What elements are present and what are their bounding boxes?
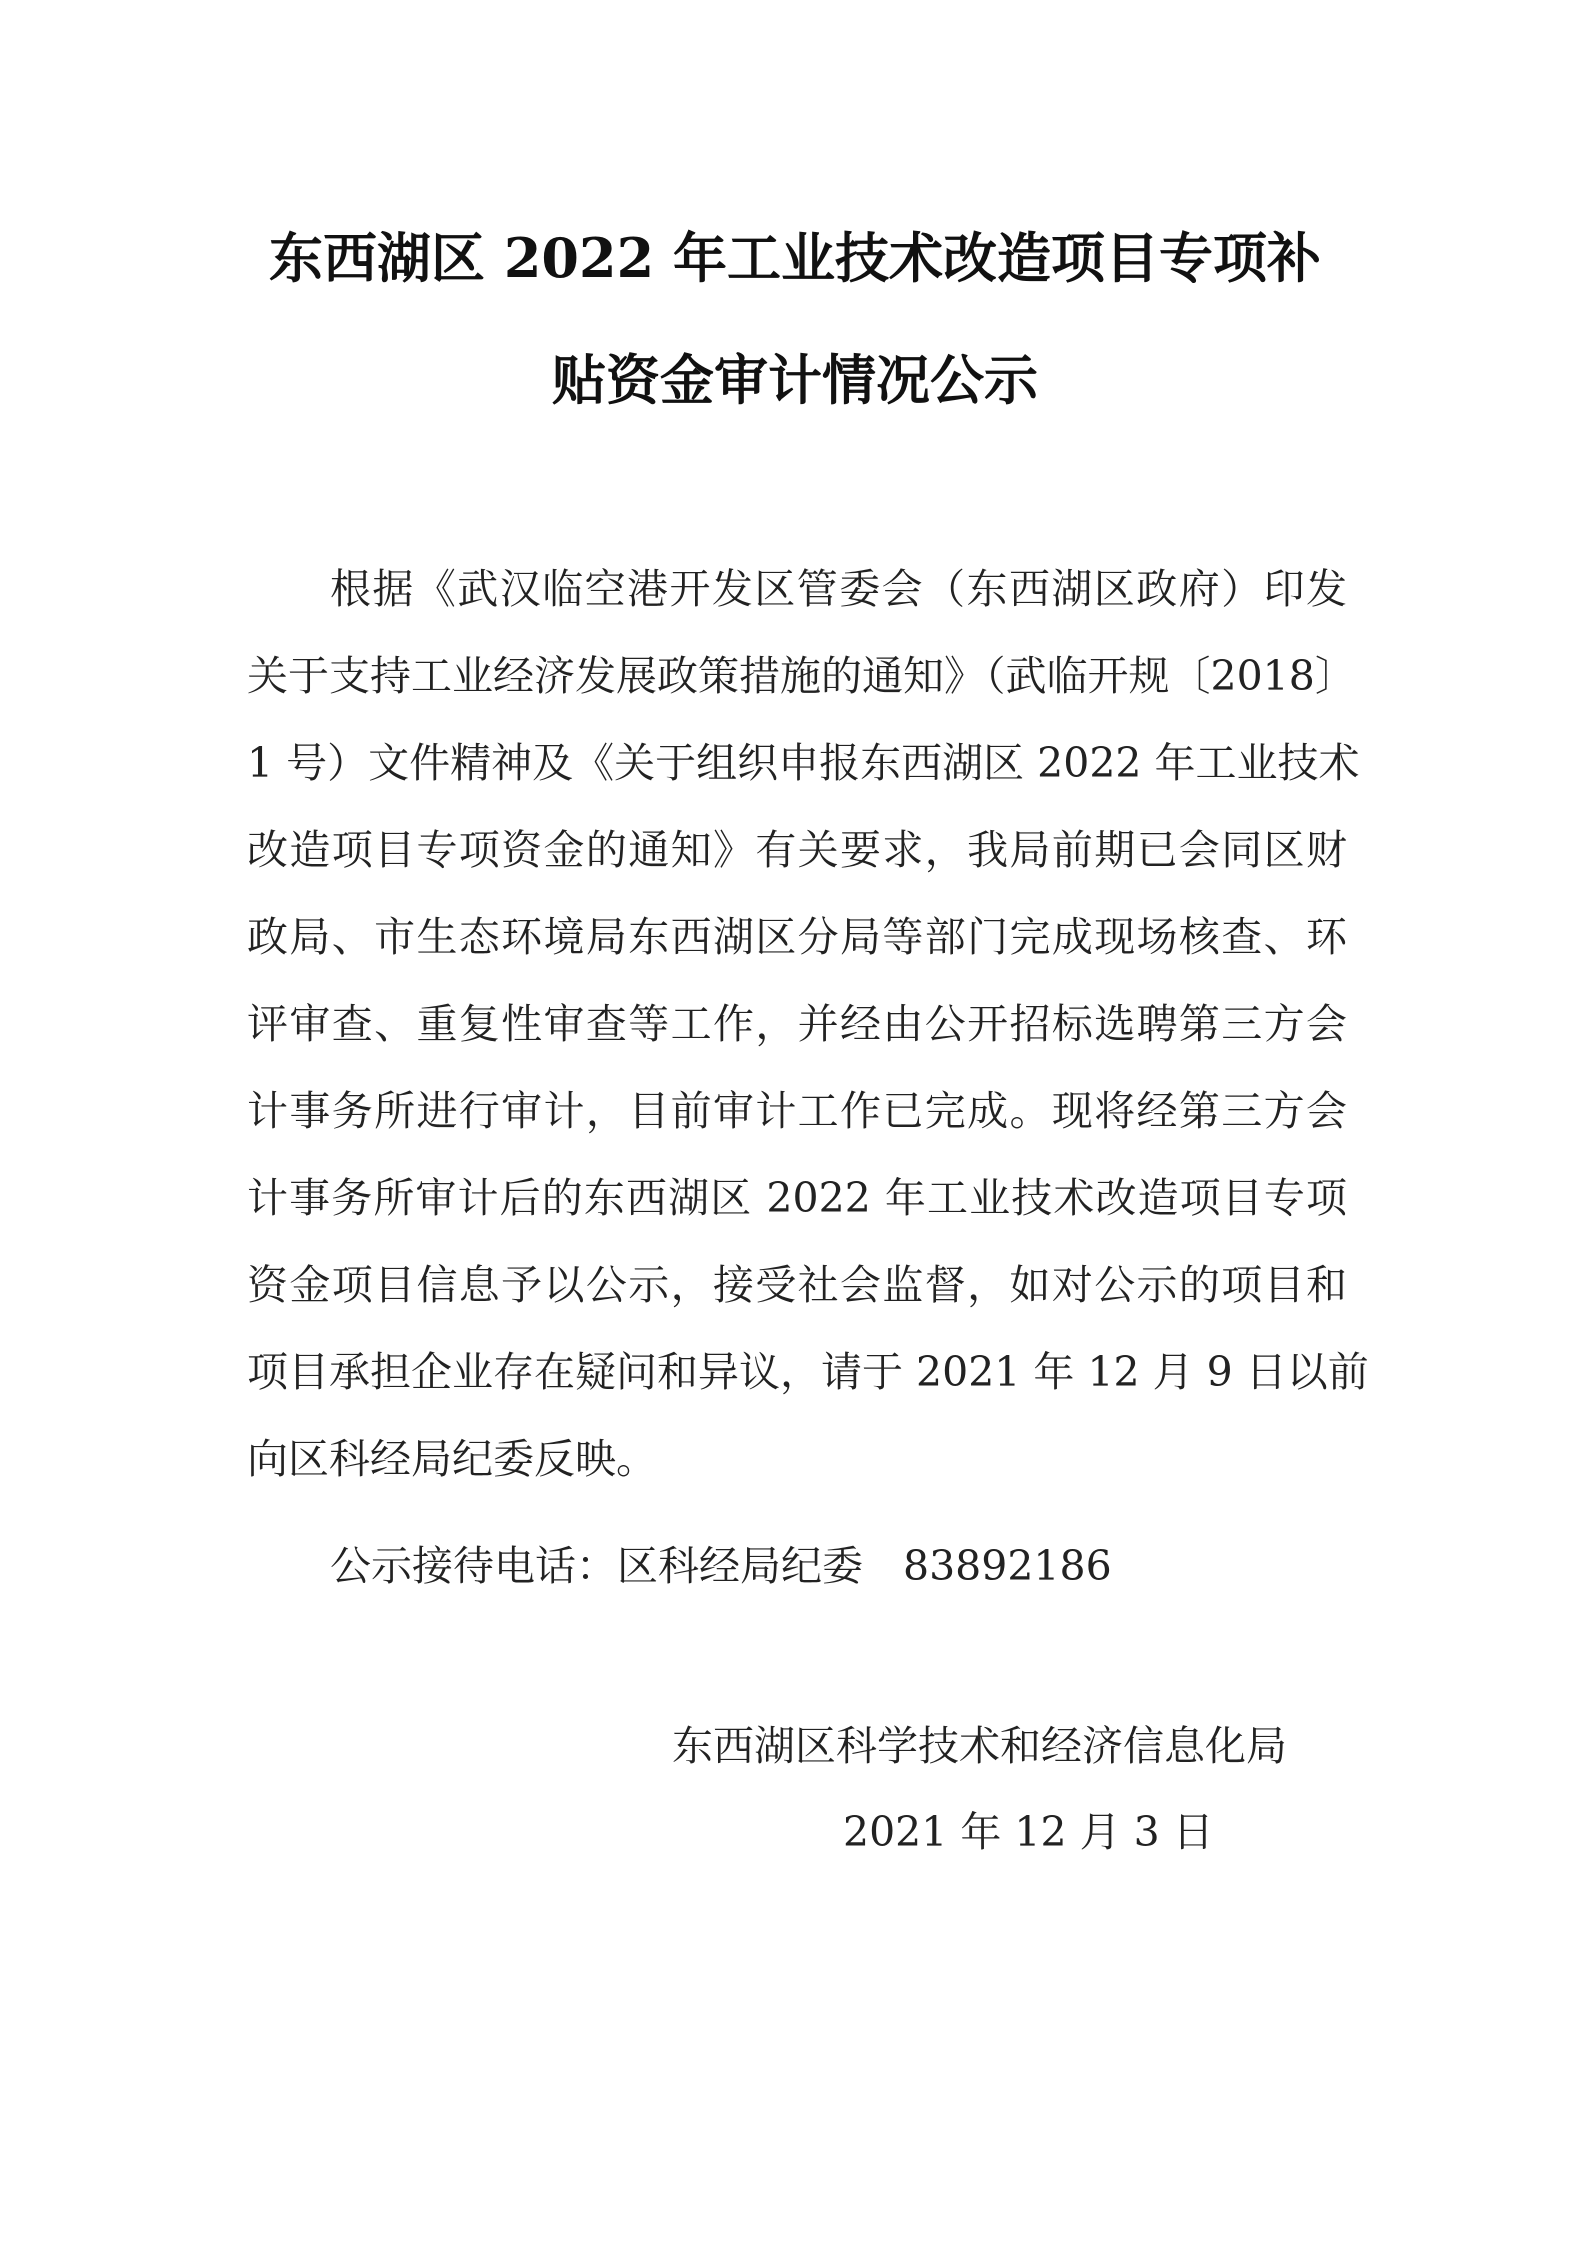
body-line-5: 政局、市生态环境局东西湖区分局等部门完成现场核查、环 (247, 913, 1347, 961)
body-line-9: 资金项目信息予以公示，接受社会监督，如对公示的项目和 (247, 1261, 1347, 1309)
body-line-6: 评审查、重复性审查等工作，并经由公开招标选聘第三方会 (247, 1000, 1347, 1048)
body-line-4: 改造项目专项资金的通知》有关要求，我局前期已会同区财 (247, 826, 1347, 874)
document-title-line-2: 贴资金审计情况公示 (552, 348, 1038, 412)
contact-label: 公示接待电话：区科经局纪委 (330, 1542, 863, 1590)
body-line-8: 计事务所审计后的东西湖区 2022 年工业技术改造项目专项 (247, 1174, 1347, 1222)
body-line-2: 关于支持工业经济发展政策措施的通知》（武临开规〔2018〕 (247, 652, 1356, 700)
contact-line (330, 1542, 1112, 1590)
body-line-7: 计事务所进行审计，目前审计工作已完成。现将经第三方会 (247, 1087, 1347, 1135)
body-line-10: 项目承担企业存在疑问和异议，请于 2021 年 12 月 9 日以前 (247, 1348, 1369, 1396)
contact-phone: 83892186 (903, 1542, 1112, 1590)
body-line-3: 1 号）文件精神及《关于组织申报东西湖区 2022 年工业技术 (247, 739, 1360, 787)
body-line-11: 向区科经局纪委反映。 (247, 1435, 657, 1483)
signature-organization: 东西湖区科学技术和经济信息化局 (672, 1722, 1287, 1770)
signature-date: 2021 年 12 月 3 日 (843, 1808, 1214, 1856)
body-line-1: 根据《武汉临空港开发区管委会（东西湖区政府）印发 (330, 565, 1347, 613)
document-title-line-1: 东西湖区 2022 年工业技术改造项目专项补 (269, 226, 1321, 290)
